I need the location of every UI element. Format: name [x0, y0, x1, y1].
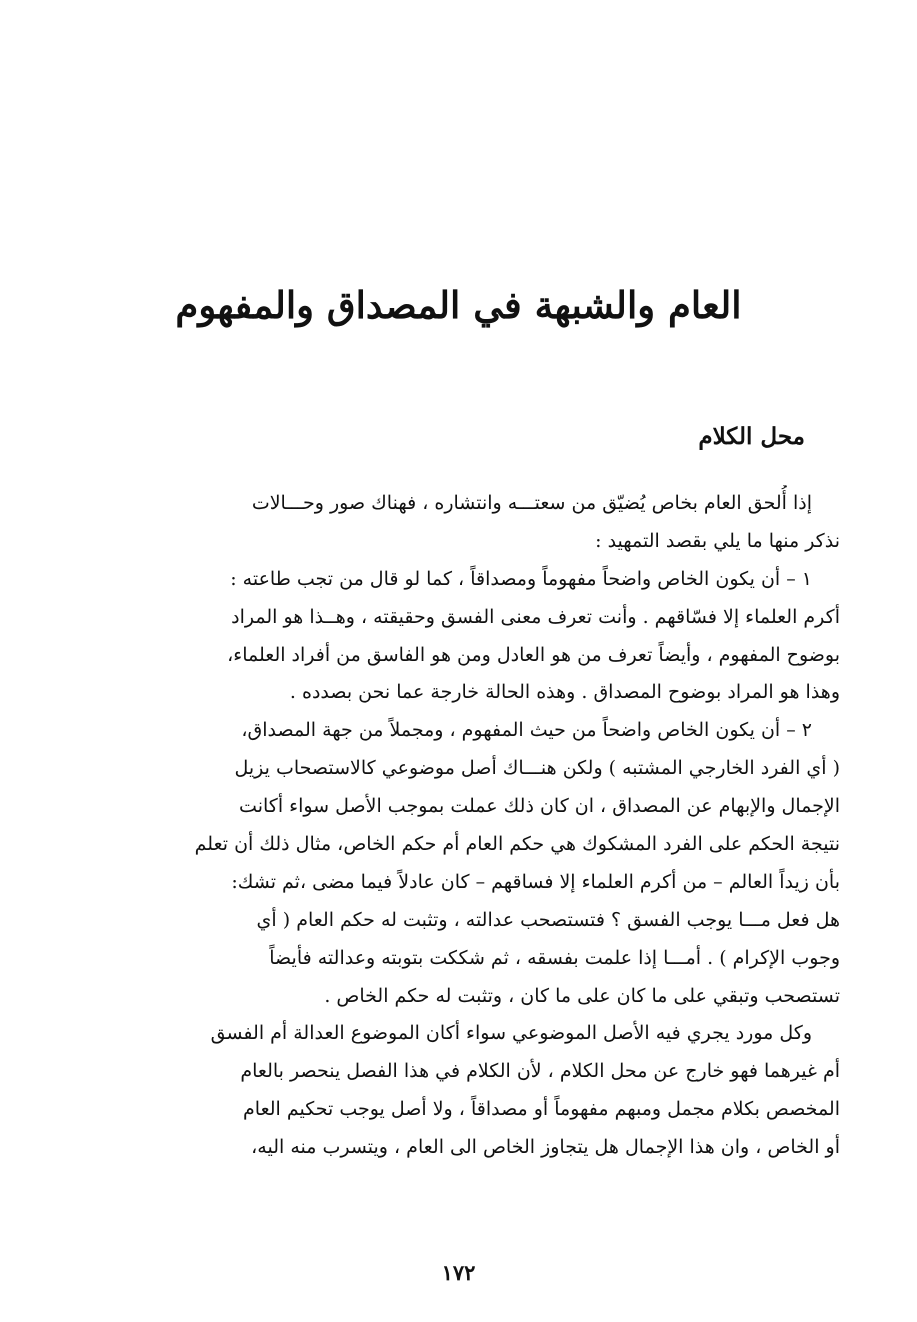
text-line: المخصص بكلام مجمل ومبهم مفهوماً أو مصداقاً ، ولا أصل يوجب تحكيم العام [243, 1098, 840, 1121]
body-text [76, 485, 840, 1167]
chapter-title: العام والشبهة في المصداق والمفهوم [175, 283, 742, 327]
text-line: نذكر منها ما يلي بقصد التمهيد : [595, 529, 840, 552]
text-line: إذا أُلحق العام بخاص يُضيّق من سعتـــه وانتشاره ، فهناك صور وحـــالات [251, 492, 812, 514]
text-line: أو الخاص ، وان هذا الإجمال هل يتجاوز الخاص الى العام ، ويتسرب منه اليه، [251, 1136, 840, 1159]
text-line: نتيجة الحكم على الفرد المشكوك هي حكم العام أم حكم الخاص، مثال ذلك أن تعلم [194, 833, 840, 856]
page-number: ١٧٢ [441, 1260, 476, 1285]
text-line: ٢ – أن يكون الخاص واضحاً من حيث المفهوم ، ومجملاً من جهة المصداق، [241, 719, 812, 742]
text-line: أم غيرهما فهو خارج عن محل الكلام ، لأن الكلام في هذا الفصل ينحصر بالعام [240, 1060, 840, 1083]
text-line: هل فعل مـــا يوجب الفسق ؟ فتستصحب عدالته ، وتثبت له حكم العام ( أي [256, 908, 840, 931]
text-line: وهذا هو المراد بوضوح المصداق . وهذه الحالة خارجة عما نحن بصدده . [289, 681, 840, 704]
text-line: ( أي الفرد الخارجي المشتبه ) ولكن هنـــاك أصل موضوعي كالاستصحاب يزيل [234, 757, 840, 780]
text-line: وكل مورد يجري فيه الأصل الموضوعي سواء أكان الموضوع العدالة أم الفسق [210, 1022, 812, 1045]
text-line: وجوب الإكرام ) . أمـــا إذا علمت بفسقه ، ثم شككت بتوبته وعدالته فأيضاً [269, 946, 840, 969]
text-line: أكرم العلماء إلا فسّاقهم . وأنت تعرف معنى الفسق وحقيقته ، وهــذا هو المراد [231, 605, 840, 628]
text-line: بأن زيداً العالم – من أكرم العلماء إلا فساقهم – كان عادلاً فيما مضى ،ثم تشك: [231, 870, 840, 893]
text-line: ١ – أن يكون الخاص واضحاً مفهوماً ومصداقاً ، كما لو قال من تجب طاعته : [230, 567, 812, 590]
text-line: بوضوح المفهوم ، وأيضاً تعرف من هو العادل ومن هو الفاسق من أفراد العلماء، [227, 643, 840, 666]
text-line: تستصحب وتبقي على ما كان على ما كان ، وتثبت له حكم الخاص . [324, 984, 840, 1007]
text-line: الإجمال والإبهام عن المصداق ، ان كان ذلك عملت بموجب الأصل سواء أكانت [239, 795, 840, 818]
section-heading: محل الكلام [698, 423, 805, 450]
